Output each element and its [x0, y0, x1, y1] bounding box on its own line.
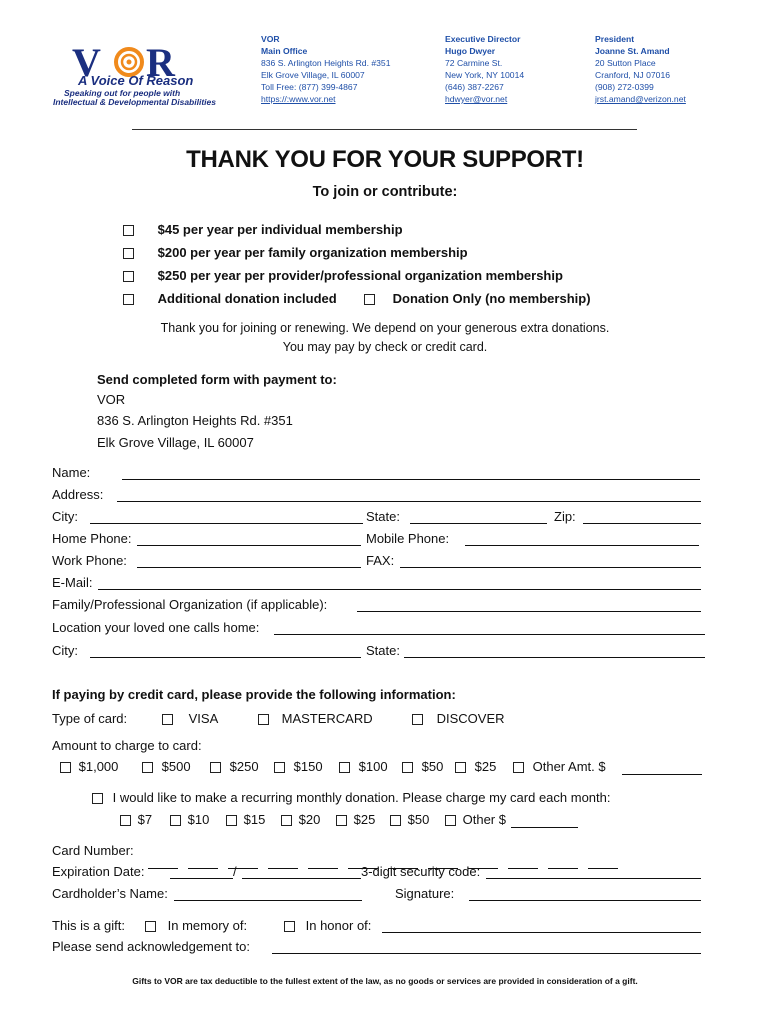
rec-15-label: $15 — [243, 812, 266, 827]
name-label: Name: — [52, 465, 91, 480]
amt-50-label: $50 — [421, 759, 444, 774]
rec-10-label: $10 — [187, 812, 210, 827]
option-additional-label: Additional donation included — [157, 291, 337, 306]
office-city: Elk Grove Village, IL 60007 — [261, 70, 365, 80]
director-block — [445, 33, 524, 105]
option-family-label: $200 per year per family organization membership — [157, 245, 468, 260]
page-subtitle: To join or contribute: — [312, 184, 458, 200]
payment-note: You may pay by check or credit card. — [282, 340, 488, 354]
work-phone-field[interactable] — [137, 567, 361, 568]
main-office-block — [261, 33, 390, 105]
amount-option-500 — [142, 759, 191, 774]
zip-label: Zip: — [554, 509, 576, 524]
option-donation-only — [364, 291, 591, 306]
director-email-link[interactable]: hdwyer@vor.net — [445, 94, 508, 104]
president-email-link[interactable]: jrst.amand@verizon.net — [595, 94, 686, 104]
option-provider-label: $250 per year per provider/professional organization membership — [157, 268, 563, 283]
credit-heading: If paying by credit card, please provide the following information: — [52, 687, 456, 702]
rec-25-label: $25 — [353, 812, 376, 827]
discover-label: DISCOVER — [436, 711, 505, 726]
signature-label: Signature: — [395, 886, 455, 901]
other-amt-field[interactable] — [622, 774, 702, 775]
expiration-slash: / — [233, 864, 237, 879]
address-label: Address: — [52, 487, 104, 502]
rec-7-label: $7 — [137, 812, 153, 827]
rec-50-label: $50 — [407, 812, 430, 827]
security-code-label: 3-digit security code: — [361, 864, 481, 879]
send-line-3: Elk Grove Village, IL 60007 — [97, 435, 254, 450]
footer-note: Gifts to VOR are tax deductible to the fullest extent of the law, as no goods or services are provided in consideration of a gift. — [132, 976, 638, 986]
checkbox-donation-only[interactable] — [364, 294, 375, 305]
card-mastercard-option — [258, 711, 373, 726]
amount-option-50 — [402, 759, 443, 774]
recurring-option — [92, 790, 611, 805]
rec-20-label: $20 — [298, 812, 321, 827]
checkbox-rec-20[interactable] — [281, 815, 292, 826]
recurring-label: I would like to make a recurring monthly donation. Please charge my card each month: — [112, 790, 611, 805]
checkbox-amt-25[interactable] — [455, 762, 466, 773]
checkbox-amt-250[interactable] — [210, 762, 221, 773]
amount-option-250 — [210, 759, 259, 774]
amount-option-150 — [274, 759, 323, 774]
recurring-option-15 — [226, 812, 265, 827]
option-additional — [123, 291, 337, 306]
office-phone: Toll Free: (877) 399-4867 — [261, 82, 358, 92]
send-heading: Send completed form with payment to: — [97, 372, 337, 387]
card-type-label: Type of card: — [52, 711, 128, 726]
mobile-phone-label: Mobile Phone: — [366, 531, 450, 546]
fax-field[interactable] — [400, 567, 701, 568]
option-provider — [123, 268, 563, 283]
svg-text:V: V — [72, 40, 101, 85]
cardholder-field[interactable] — [174, 900, 362, 901]
svg-text:R: R — [146, 40, 175, 85]
option-individual-label: $45 per year per individual membership — [157, 222, 403, 237]
fax-label: FAX: — [366, 553, 395, 568]
address-field[interactable] — [117, 501, 701, 502]
zip-field[interactable] — [583, 523, 701, 524]
option-family — [123, 245, 468, 260]
president-phone: (908) 272-0399 — [595, 82, 654, 92]
in-honor-label: In honor of: — [305, 918, 372, 933]
rec-other-field[interactable] — [511, 827, 578, 828]
expiration-month-field[interactable] — [170, 878, 233, 879]
office-website-link[interactable]: https://:www.vor.net — [261, 94, 336, 104]
gift-label: This is a gift: — [52, 918, 125, 933]
amount-option-25 — [455, 759, 496, 774]
rec-other-label: Other $ — [462, 812, 506, 827]
logo-tagline: A Voice Of Reason — [78, 73, 194, 88]
amount-option-100 — [339, 759, 388, 774]
director-city: New York, NY 10014 — [445, 70, 525, 80]
email-field[interactable] — [98, 589, 701, 590]
cardholder-label: Cardholder’s Name: — [52, 886, 168, 901]
acknowledge-label: Please send acknowledgement to: — [52, 939, 251, 954]
family-org-label: Family/Professional Organization (if applicable): — [52, 597, 328, 612]
amount-label: Amount to charge to card: — [52, 738, 202, 753]
recurring-option-25 — [336, 812, 375, 827]
city2-field[interactable] — [90, 657, 361, 658]
work-phone-label: Work Phone: — [52, 553, 127, 568]
location-label: Location your loved one calls home: — [52, 620, 260, 635]
amt-250-label: $250 — [229, 759, 259, 774]
security-code-field[interactable] — [486, 878, 701, 879]
checkbox-amt-500[interactable] — [142, 762, 153, 773]
thanks-note: Thank you for joining or renewing. We depend on your generous extra donations. — [160, 321, 610, 335]
in-memory-label: In memory of: — [167, 918, 248, 933]
card-visa-option — [162, 711, 218, 726]
amt-100-label: $100 — [358, 759, 388, 774]
send-line-1: VOR — [97, 392, 126, 407]
checkbox-provider[interactable] — [123, 271, 134, 282]
checkbox-amt-1000[interactable] — [60, 762, 71, 773]
checkbox-individual[interactable] — [123, 225, 134, 236]
logo-sub2: Intellectual & Developmental Disabilities — [53, 97, 216, 107]
checkbox-rec-15[interactable] — [226, 815, 237, 826]
checkbox-in-honor[interactable] — [284, 921, 295, 932]
family-org-field[interactable] — [357, 611, 701, 612]
president-name: Joanne St. Amand — [595, 46, 670, 56]
logo-sub1: Speaking out for people with — [64, 88, 181, 98]
recurring-option-50 — [390, 812, 429, 827]
checkbox-rec-10[interactable] — [170, 815, 181, 826]
card-discover-option — [412, 711, 505, 726]
home-phone-label: Home Phone: — [52, 531, 132, 546]
president-street: 20 Sutton Place — [595, 58, 656, 68]
office-street: 836 S. Arlington Heights Rd. #351 — [261, 58, 391, 68]
other-amt-label: Other Amt. $ — [532, 759, 606, 774]
send-line-2: 836 S. Arlington Heights Rd. #351 — [97, 413, 293, 428]
email-label: E-Mail: — [52, 575, 93, 590]
acknowledge-field[interactable] — [272, 953, 701, 954]
recurring-option-other — [445, 812, 506, 827]
option-donation-only-label: Donation Only (no membership) — [392, 291, 591, 306]
office-title: Main Office — [261, 46, 308, 56]
director-name: Hugo Dwyer — [445, 46, 496, 56]
amt-150-label: $150 — [293, 759, 323, 774]
expiration-year-field[interactable] — [242, 878, 361, 879]
checkbox-amt-150[interactable] — [274, 762, 285, 773]
checkbox-recurring[interactable] — [92, 793, 103, 804]
checkbox-in-memory[interactable] — [145, 921, 156, 932]
checkbox-additional-donation[interactable] — [123, 294, 134, 305]
checkbox-amt-100[interactable] — [339, 762, 350, 773]
in-honor-option — [284, 918, 371, 933]
state2-label: State: — [366, 643, 400, 658]
checkbox-discover[interactable] — [412, 714, 423, 725]
card-number-label: Card Number: — [52, 843, 134, 858]
checkbox-mastercard[interactable] — [258, 714, 269, 725]
checkbox-rec-other[interactable] — [445, 815, 456, 826]
amt-500-label: $500 — [161, 759, 191, 774]
checkbox-visa[interactable] — [162, 714, 173, 725]
amt-1000-label: $1,000 — [78, 759, 119, 774]
amount-option-other — [513, 759, 606, 774]
home-phone-field[interactable] — [137, 545, 361, 546]
amt-25-label: $25 — [474, 759, 497, 774]
president-title: President — [595, 34, 635, 44]
director-street: 72 Carmine St. — [445, 58, 503, 68]
city2-label: City: — [52, 643, 78, 658]
recurring-option-10 — [170, 812, 209, 827]
signature-field[interactable] — [469, 900, 701, 901]
visa-label: VISA — [188, 711, 219, 726]
checkbox-rec-7[interactable] — [120, 815, 131, 826]
in-memory-option — [145, 918, 247, 933]
checkbox-rec-50[interactable] — [390, 815, 401, 826]
in-honor-field[interactable] — [382, 932, 701, 933]
director-phone: (646) 387-2267 — [445, 82, 504, 92]
state-label: State: — [366, 509, 400, 524]
checkbox-family[interactable] — [123, 248, 134, 259]
expiration-label: Expiration Date: — [52, 864, 145, 879]
option-individual — [123, 222, 403, 237]
state2-field[interactable] — [404, 657, 705, 658]
amount-options — [60, 759, 118, 774]
page-title: THANK YOU FOR YOUR SUPPORT! — [186, 146, 584, 173]
city-field[interactable] — [90, 523, 363, 524]
office-org: VOR — [261, 34, 280, 44]
checkbox-rec-25[interactable] — [336, 815, 347, 826]
checkbox-amt-other[interactable] — [513, 762, 524, 773]
mastercard-label: MASTERCARD — [281, 711, 373, 726]
president-block — [595, 33, 686, 105]
recurring-option-20 — [281, 812, 320, 827]
state-field[interactable] — [410, 523, 547, 524]
location-field[interactable] — [274, 634, 705, 635]
city-label: City: — [52, 509, 78, 524]
checkbox-amt-50[interactable] — [402, 762, 413, 773]
president-city: Cranford, NJ 07016 — [595, 70, 670, 80]
mobile-phone-field[interactable] — [465, 545, 699, 546]
recurring-option-7 — [120, 812, 152, 827]
director-title: Executive Director — [445, 34, 521, 44]
name-field[interactable] — [122, 479, 700, 480]
header-divider — [132, 129, 637, 130]
